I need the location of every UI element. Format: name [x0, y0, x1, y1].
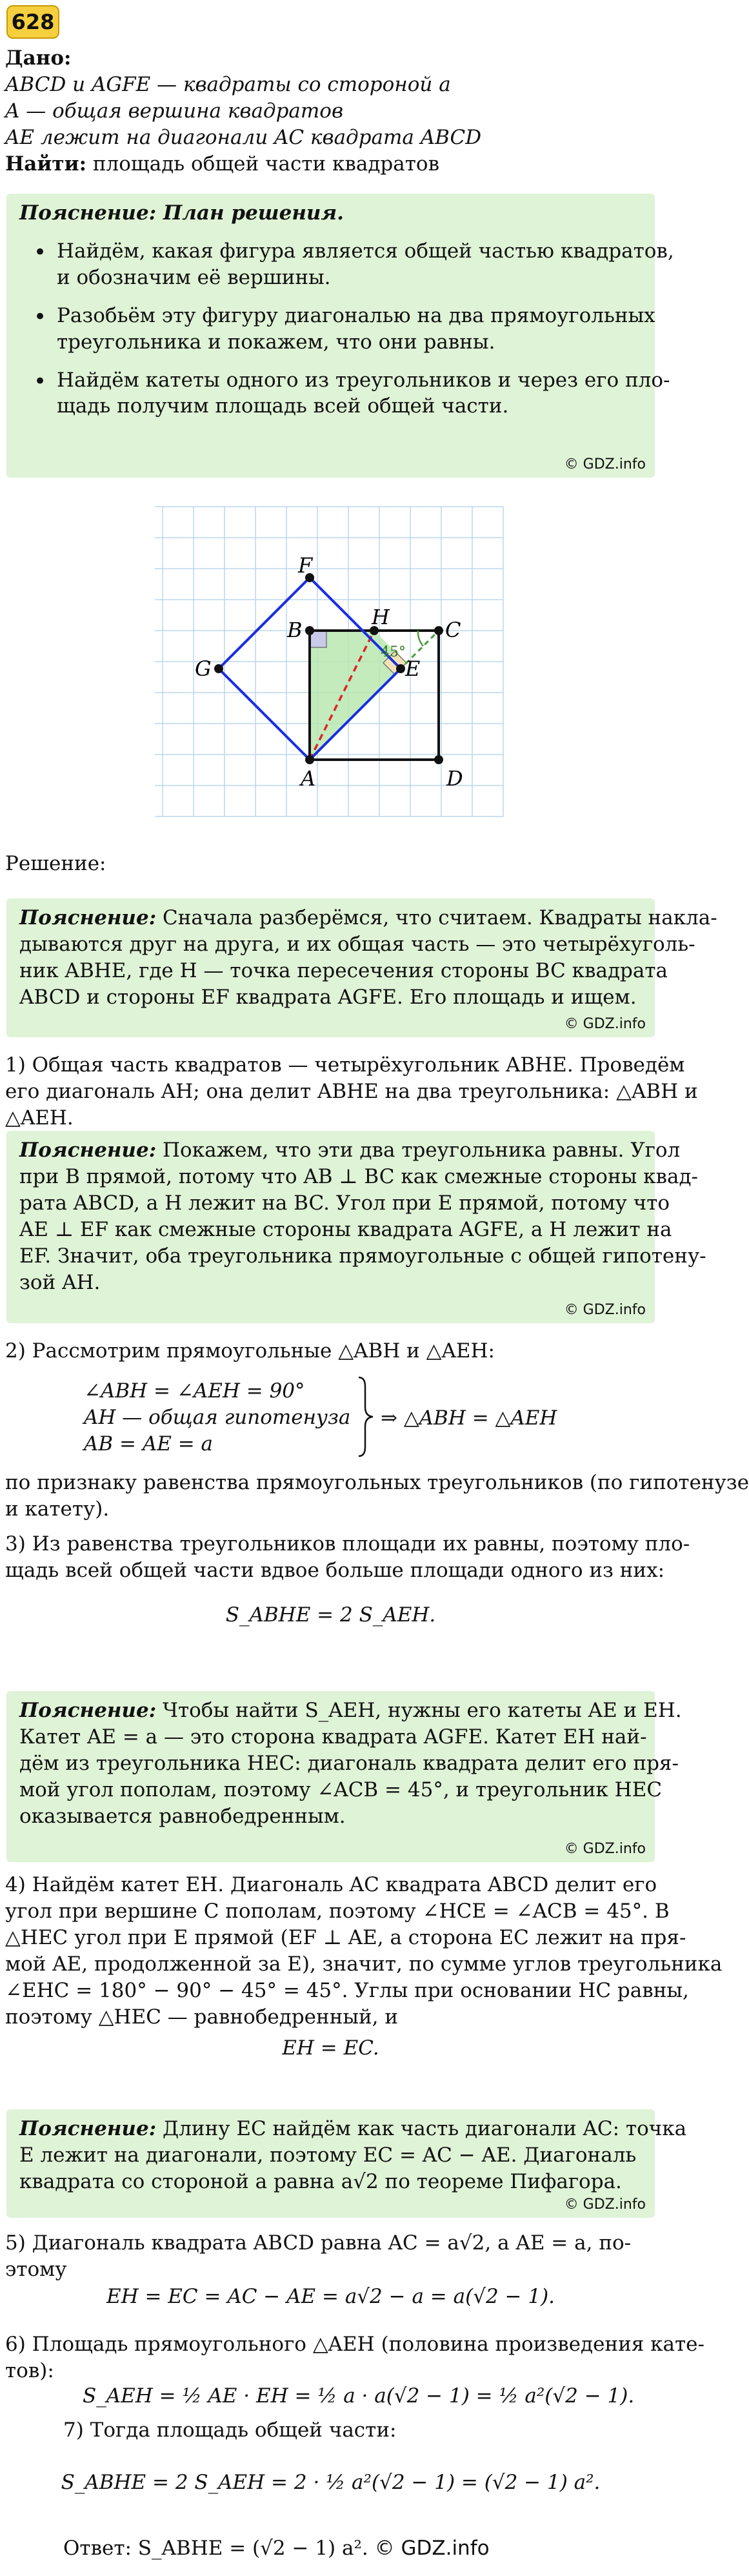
note-2-line-5: EF. Значит, оба треугольника прямоугольные с общей гипотену-: [19, 1244, 706, 1268]
step-2-after-1: по признаку равенства прямоугольных треугольников (по гипотенузе: [5, 1471, 749, 1494]
step-5-line-2: этому: [5, 2257, 67, 2281]
given-section: [5, 45, 656, 177]
label-g: G: [195, 656, 212, 681]
note-2-label: Пояснение:: [19, 1139, 157, 1162]
note-3-line-1: Чтобы найти S_AEH, нужны его катеты AE и EH.: [156, 1699, 682, 1722]
label-e: E: [405, 656, 421, 681]
answer-line: [5, 2535, 656, 2562]
step-2-sys-2: AH — общая гипотенуза: [84, 1405, 351, 1429]
plan-bullet-3-line-2: щадь получим площадь всей общей части.: [57, 394, 509, 418]
plan-bullet-2-line-2: треугольника и покажем, что они равны.: [57, 330, 495, 354]
label-b: B: [287, 618, 303, 642]
step-3-formula: S_ABHE = 2 S_AEH.: [225, 1603, 436, 1627]
note-1-label: Пояснение:: [19, 906, 157, 929]
note-4-credit: © GDZ.info: [564, 2196, 646, 2213]
step-5-formula: EH = EC = AC − AE = a√2 − a = a(√2 − 1).: [106, 2285, 555, 2308]
step-3-line-2: щадь всей общей части вдвое больше площади одного из них:: [5, 1558, 665, 1582]
find-text: площадь общей части квадратов: [92, 152, 440, 176]
note-1-line-1: Сначала разберёмся, что считаем. Квадраты накла-: [156, 906, 717, 929]
geometry-figure: [155, 507, 503, 816]
step-5: [5, 2230, 656, 2283]
note-2-line-3: рата ABCD, а H лежит на BC. Угол при E прямой, потому что: [19, 1191, 670, 1215]
plan-title: Пояснение: План решения.: [19, 201, 344, 225]
solution-heading: Решение:: [5, 852, 106, 875]
note-3-label: Пояснение:: [19, 1699, 157, 1722]
step-4-line-4: мой AE, продолженной за E), значит, по сумме углов треугольника: [5, 1952, 723, 1976]
step-1-line-3: △AEH.: [5, 1106, 74, 1130]
step-3: [5, 1531, 690, 1584]
step-7-line: 7) Тогда площадь общей части:: [63, 2419, 397, 2442]
note-box-4: [6, 2109, 687, 2218]
step-2-after: [5, 1470, 749, 1523]
step-2: [5, 1338, 656, 1364]
plan-credit: © GDZ.info: [564, 456, 646, 472]
task-number-badge: 628: [6, 5, 59, 39]
plan-bullet-2-line-1: • Разобьём эту фигуру диагональю на два прямоугольных: [57, 303, 655, 327]
note-box-1: [6, 898, 717, 1037]
note-box-3: [6, 1691, 682, 1862]
find-line: [5, 151, 656, 177]
step-4-line-6: поэтому △HEC — равнобедренный, и: [5, 2005, 399, 2029]
step-2-sys-3: AB = AE = a: [84, 1432, 214, 1455]
step-6-line-1: 6) Площадь прямоугольного △AEH (половина произведения кате-: [5, 2333, 704, 2356]
plan-box: [6, 194, 674, 478]
note-3-credit: © GDZ.info: [564, 1840, 646, 1857]
step-2-system: [84, 1378, 368, 1457]
step-5-line-1: 5) Диагональ квадрата ABCD равна AC = a√2, а AE = a, по-: [5, 2231, 632, 2255]
step-1-line-1: 1) Общая часть квадратов — четырёхугольник ABHE. Проведём: [5, 1053, 685, 1077]
plan-bullet-3: [19, 367, 670, 420]
step-4-line-1: 4) Найдём катет EH. Диагональ AC квадрата ABCD делит его: [5, 1873, 657, 1896]
given-heading: Дано:: [5, 46, 72, 70]
plan-bullet-1-line-2: и обозначим её вершины.: [57, 265, 331, 289]
step-4-line-3: △HEC угол при E прямой (EF ⊥ AE, а сторона EC лежит на пря-: [5, 1925, 686, 1949]
step-7: [5, 2417, 656, 2444]
note-1-line-4: ABCD и стороны EF квадрата AGFE. Его площадь и ищем.: [19, 985, 637, 1009]
note-4-label: Пояснение:: [19, 2117, 157, 2140]
label-a: A: [301, 766, 316, 791]
plan-bullet-1-line-1: • Найдём, какая фигура является общей частью квадратов,: [57, 239, 674, 263]
step-2-intro: 2) Рассмотрим прямоугольные △ABH и △AEH:: [5, 1339, 495, 1363]
step-6-line-2: тов):: [5, 2358, 54, 2382]
step-7-formula: S_ABHE = 2 S_AEH = 2 · ½ a²(√2 − 1) = (√2 − 1) a².: [61, 2471, 601, 2494]
step-1-line-2: его диагональ AH; она делит ABHE на два треугольника: △ABH и: [5, 1079, 698, 1103]
plan-bullet-1: [19, 238, 674, 291]
given-line-1: ABCD и AGFE — квадраты со стороной a: [5, 72, 451, 96]
find-label: Найти:: [5, 152, 87, 176]
note-3-line-2: Катет AE = a — это сторона квадрата AGFE. Катет EH най-: [19, 1725, 647, 1749]
label-d: D: [446, 766, 463, 791]
step-4-line-2: угол при вершине C пополам, поэтому ∠HCE = ∠ACB = 45°. В: [5, 1899, 670, 1923]
note-2-credit: © GDZ.info: [564, 1301, 646, 1318]
note-1-credit: © GDZ.info: [564, 1015, 646, 1032]
note-2-line-2: при B прямой, потому что AB ⊥ BC как смежные стороны квад-: [19, 1164, 699, 1188]
step-3-line-1: 3) Из равенства треугольников площади их равны, поэтому пло-: [5, 1532, 690, 1556]
given-line-2: A — общая вершина квадратов: [5, 99, 344, 123]
note-1-line-2: дываются друг на друга, и их общая часть — это четырёхуголь-: [19, 932, 695, 956]
note-4-line-2: E лежит на диагонали, поэтому EC = AC − AE. Диагональ: [19, 2143, 637, 2167]
angle-arc: [418, 631, 423, 646]
step-4-formula: EH = EC.: [282, 2036, 379, 2060]
angle-label: 45°: [381, 644, 406, 660]
step-1: [5, 1052, 698, 1131]
step-6: [5, 2331, 704, 2384]
solution-label: [5, 851, 656, 877]
step-2-result: ⇒ △ABH = △AEH: [381, 1406, 557, 1430]
note-box-2: [6, 1131, 706, 1323]
note-4-line-3: квадрата со стороной a равна a√2 по теореме Пифагора.: [19, 2169, 622, 2193]
note-2-line-4: AE ⊥ EF как смежные стороны квадрата AGFE, а H лежит на: [19, 1217, 672, 1241]
note-3-line-4: мой угол пополам, поэтому ∠ACB = 45°, и треугольник HEC: [19, 1778, 663, 1801]
note-2-line-6: зой AH.: [19, 1270, 101, 1294]
label-c: C: [445, 618, 461, 642]
note-4-line-1: Длину EC найдём как часть диагонали AC: точка: [156, 2117, 687, 2140]
step-2-sys-1: ∠ABH = ∠AEH = 90°: [84, 1379, 305, 1403]
plan-bullet-3-line-1: • Найдём катеты одного из треугольников и через его пло-: [57, 368, 670, 392]
label-h: H: [372, 605, 390, 629]
system-brace: [356, 1375, 375, 1459]
note-1-line-3: ник ABHE, где H — точка пересечения стороны BC квадрата: [19, 958, 668, 982]
step-4: [5, 1872, 723, 2030]
answer-text: Ответ: S_ABHE = (√2 − 1) a².: [63, 2537, 368, 2560]
step-2-after-2: и катету).: [5, 1497, 110, 1521]
note-3-line-5: оказывается равнобедренным.: [19, 1804, 346, 1828]
step-6-formula: S_AEH = ½ AE · EH = ½ a · a(√2 − 1) = ½ a²(√2 − 1).: [83, 2384, 635, 2408]
note-3-line-3: дём из треугольника HEC: диагональ квадрата делит его пря-: [19, 1751, 679, 1775]
answer-credit: © GDZ.info: [374, 2537, 490, 2560]
step-4-line-5: ∠EHC = 180° − 90° − 45° = 45°. Углы при основании HC равны,: [5, 1978, 689, 2002]
given-line-3: AE лежит на диагонали AC квадрата ABCD: [5, 125, 482, 149]
note-2-line-1: Покажем, что эти два треугольника равны. Угол: [156, 1139, 681, 1162]
label-f: F: [298, 553, 313, 578]
plan-bullet-2: [19, 303, 655, 356]
